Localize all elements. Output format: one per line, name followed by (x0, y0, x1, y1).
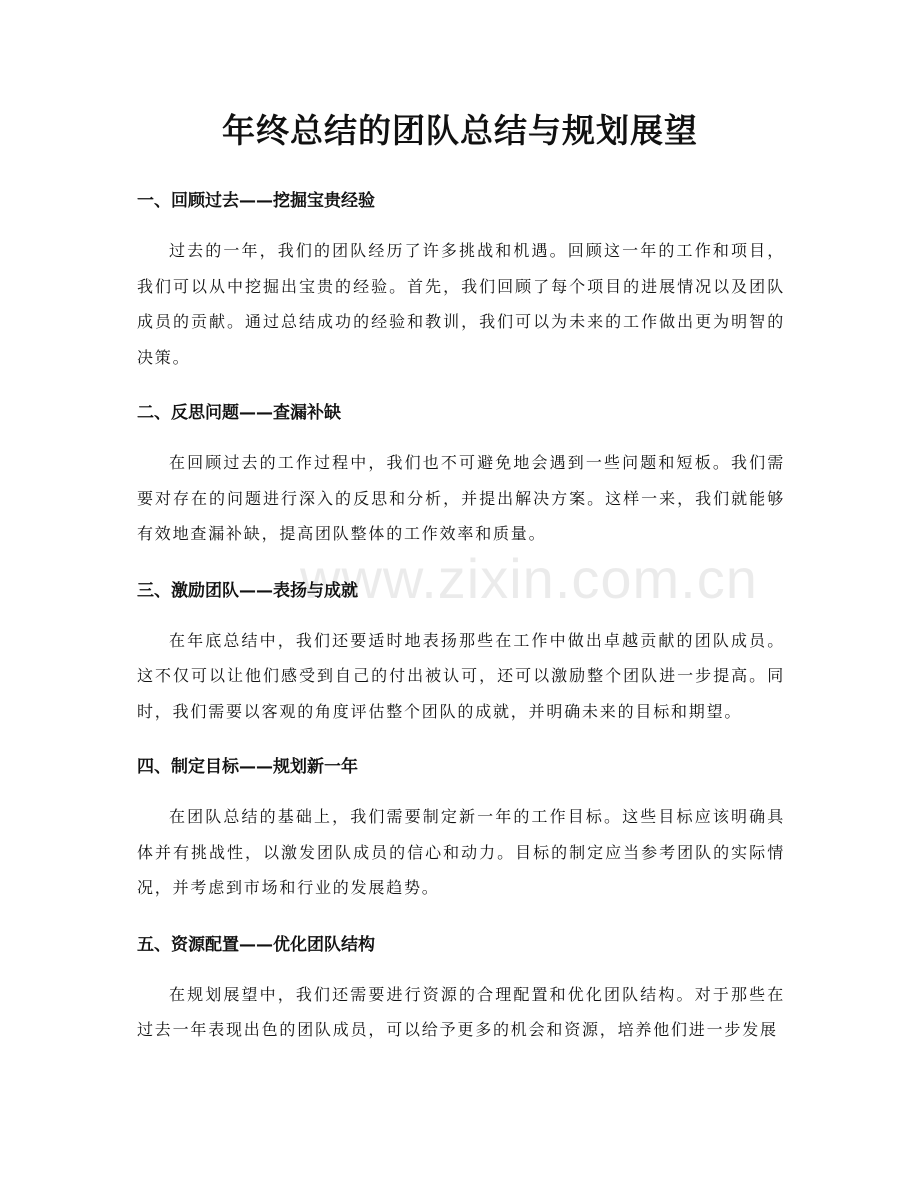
section-paragraph: 在规划展望中，我们还需要进行资源的合理配置和优化团队结构。对于那些在过去一年表现出色的团队成员，可以给予更多的机会和资源，培养他们进一步发展 (137, 984, 785, 1039)
document-title: 年终总结的团队总结与规划展望 (222, 111, 698, 150)
section-motivation (137, 574, 785, 730)
section-heading: 一、回顾过去——挖掘宝贵经验 (137, 191, 375, 211)
section-heading: 四、制定目标——规划新一年 (137, 757, 358, 777)
section-heading: 二、反思问题——查漏补缺 (137, 403, 341, 423)
section-heading: 三、激励团队——表扬与成就 (137, 580, 358, 601)
document-body (137, 184, 785, 1048)
section-paragraph: 在团队总结的基础上，我们需要制定新一年的工作目标。这些目标应该明确具体并有挑战性，以激发团队成员的信心和动力。目标的制定应当参考团队的实际情况，并考虑到市场和行业的发展趋势。 (137, 807, 785, 897)
section-paragraph: 在回顾过去的工作过程中，我们也不可避免地会遇到一些问题和短板。我们需要对存在的问题进行深入的反思和分析，并提出解决方案。这样一来，我们就能够有效地查漏补缺，提高团队整体的工作效率和质量。 (137, 453, 785, 543)
section-review (137, 184, 785, 375)
section-heading: 五、资源配置——优化团队结构 (137, 934, 375, 955)
section-paragraph: 在年底总结中，我们还要适时地表扬那些在工作中做出卓越贡献的团队成员。这不仅可以让他们感受到自己的付出被认可，还可以激励整个团队进一步提高。同时，我们需要以客观的角度评估整个团队的成就，并明确未来的目标和期望。 (137, 630, 785, 721)
section-reflection (137, 396, 785, 552)
section-goals (137, 750, 785, 906)
section-resources (137, 928, 785, 1048)
watermark: www.zixin.com.cn (300, 547, 758, 610)
section-paragraph: 过去的一年，我们的团队经历了许多挑战和机遇。回顾这一年的工作和项目，我们可以从中挖掘出宝贵的经验。首先，我们回顾了每个项目的进展情况以及团队成员的贡献。通过总结成功的经验和教训，我们可以为未来的工作做出更为明智的决策。 (137, 241, 785, 367)
